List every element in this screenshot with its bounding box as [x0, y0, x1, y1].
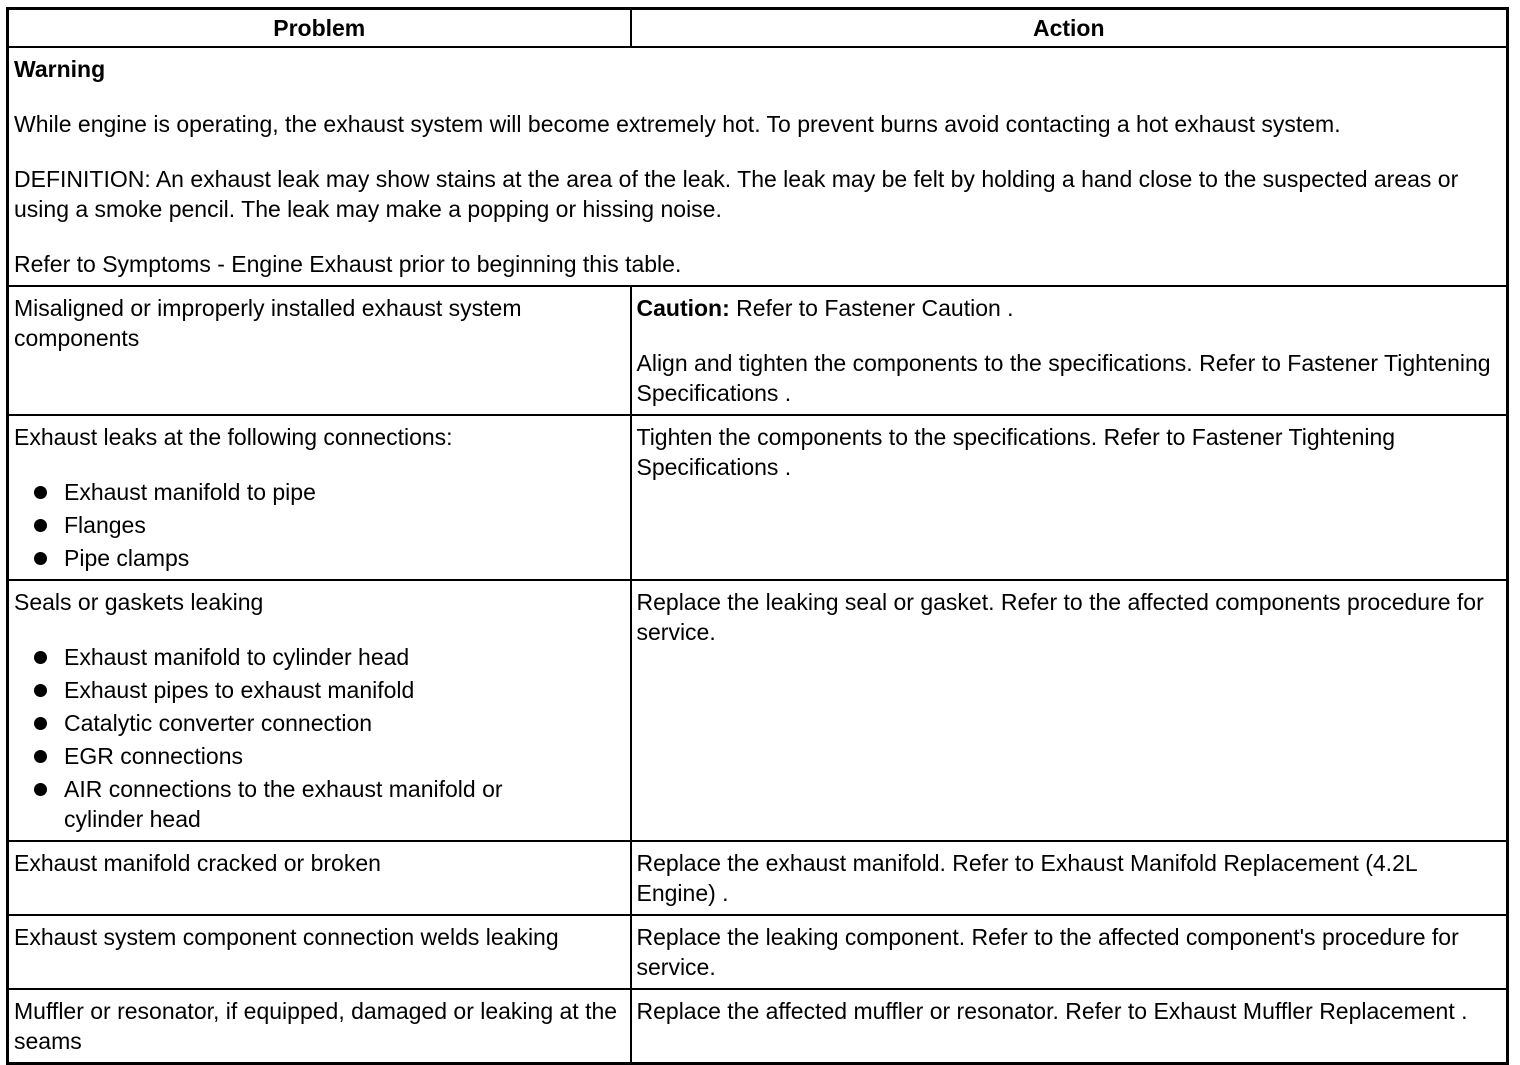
header-row [8, 9, 1508, 48]
action-cell [631, 580, 1508, 841]
caution-label: Caution: [636, 295, 730, 321]
action-text: Tighten the components to the specifications. Refer to Fastener Tightening Specifications . [636, 424, 1396, 480]
caution-line [637, 293, 1502, 323]
bullet-icon [34, 684, 47, 697]
bullet-icon [34, 783, 47, 796]
table-row [8, 841, 1508, 915]
table-row [8, 989, 1508, 1064]
list-item [14, 543, 625, 573]
problem-text: Exhaust leaks at the following connections: [14, 424, 453, 450]
problem-cell [8, 915, 631, 989]
table-row [8, 915, 1508, 989]
bullet-list [14, 477, 625, 573]
list-item [14, 774, 625, 834]
action-cell [631, 915, 1508, 989]
action-cell [631, 286, 1508, 415]
table-row [8, 286, 1508, 415]
list-item-text: Catalytic converter connection [64, 710, 373, 736]
action-cell [631, 841, 1508, 915]
problem-text: Exhaust system component connection welds leaking [14, 924, 559, 950]
problem-cell [8, 415, 631, 580]
problem-text: Exhaust manifold cracked or broken [14, 850, 381, 876]
list-item [14, 741, 625, 771]
list-item-text: Exhaust pipes to exhaust manifold [64, 677, 415, 703]
problem-cell [8, 989, 631, 1064]
note-row [8, 47, 1508, 286]
list-item-text: Exhaust manifold to cylinder head [64, 644, 410, 670]
note-cell [8, 47, 1508, 286]
list-item-text: Pipe clamps [64, 545, 190, 571]
problem-text: Misaligned or improperly installed exhaust system components [14, 295, 522, 351]
action-cell [631, 415, 1508, 580]
problem-cell [8, 286, 631, 415]
table-row [8, 415, 1508, 580]
list-item [14, 510, 625, 540]
list-item-text: Flanges [64, 512, 146, 538]
bullet-icon [34, 519, 47, 532]
bullet-icon [34, 750, 47, 763]
list-item [14, 477, 625, 507]
action-text: Replace the leaking seal or gasket. Refer to the affected components procedure for service. [636, 589, 1484, 645]
bullet-list [14, 642, 625, 834]
table-row [8, 580, 1508, 841]
list-item-text: AIR connections to the exhaust manifold or cylinder head [64, 776, 503, 832]
action-text: Replace the exhaust manifold. Refer to Exhaust Manifold Replacement (4.2L Engine) . [636, 850, 1417, 906]
action-text: Replace the leaking component. Refer to the affected component's procedure for service. [636, 924, 1459, 980]
bullet-icon [34, 651, 47, 664]
list-item-text: EGR connections [64, 743, 243, 769]
bullet-icon [34, 552, 47, 565]
bullet-icon [34, 486, 47, 499]
action-cell [631, 989, 1508, 1064]
refer-text: Refer to Symptoms - Engine Exhaust prior to beginning this table. [14, 251, 682, 277]
list-item [14, 675, 625, 705]
header-problem: Problem [8, 9, 631, 48]
caution-text: Refer to Fastener Caution . [729, 295, 1014, 321]
warning-text: While engine is operating, the exhaust system will become extremely hot. To prevent burns avoid contacting a hot exhaust system. [14, 111, 1341, 137]
list-item-text: Exhaust manifold to pipe [64, 479, 316, 505]
bullet-icon [34, 717, 47, 730]
action-text: Replace the affected muffler or resonator. Refer to Exhaust Muffler Replacement . [636, 998, 1468, 1024]
problem-cell [8, 580, 631, 841]
warning-title: Warning [14, 56, 106, 82]
definition-text: DEFINITION: An exhaust leak may show stains at the area of the leak. The leak may be felt by holding a hand close to the suspected areas or using a smoke pencil. The leak may make a popping or hissing noise. [14, 166, 1459, 222]
list-item [14, 708, 625, 738]
action-text: Align and tighten the components to the specifications. Refer to Fastener Tightening Specifications . [636, 350, 1491, 406]
problem-text: Seals or gaskets leaking [14, 589, 264, 615]
list-item [14, 642, 625, 672]
problem-cell [8, 841, 631, 915]
diagnostic-table [6, 7, 1509, 1065]
header-action: Action [631, 9, 1508, 48]
problem-text: Muffler or resonator, if equipped, damaged or leaking at the seams [14, 998, 618, 1054]
